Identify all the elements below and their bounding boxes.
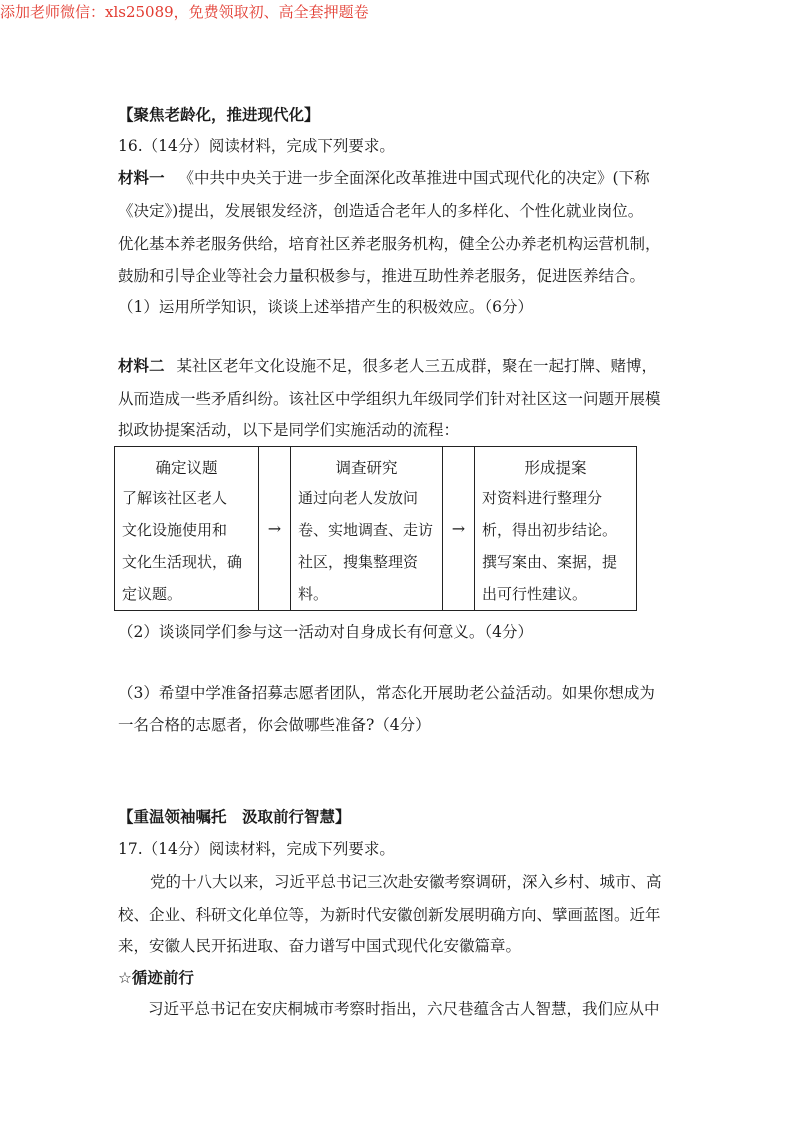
flow-step-line: 文化生活现状，确 — [122, 553, 243, 571]
subquestion-3-line2: 一名合格的志愿者，你会做哪些准备?（4分） — [118, 716, 431, 734]
material1-text: 《中共中央关于进一步全面深化改革推进中国式现代化的决定》(下称 — [178, 169, 650, 187]
material2-line2: 从而造成一些矛盾纠纷。该社区中学组织九年级同学们针对社区这一问题开展模 — [118, 390, 661, 408]
subquestion-3-line1: （3）希望中学准备招募志愿者团队，常态化开展助老公益活动。如果你想成为 — [118, 684, 655, 702]
flow-step-determine-topic — [115, 447, 259, 611]
flow-step-proposal — [475, 447, 637, 611]
activity-flow-table — [114, 446, 637, 611]
flow-arrow-icon: → — [259, 447, 291, 611]
intro-line1: 党的十八大以来，习近平总书记三次赴安徽考察调研，深入乡村、城市、高 — [150, 873, 662, 891]
flow-step-title: 确定议题 — [155, 459, 218, 477]
flow-step-line: 通过向老人发放问 — [298, 489, 419, 507]
flow-step-line: 了解该社区老人 — [122, 489, 228, 507]
intro-line2: 校、企业、科研文化单位等，为新时代安徽创新发展明确方向、擘画蓝图。近年 — [118, 906, 661, 924]
material1-line4: 鼓励和引导企业等社会力量积极参与，推进互助性养老服务，促进医养结合。 — [118, 267, 646, 285]
subheading-follow-path: ☆循迹前行 — [118, 969, 194, 987]
material2-label: 材料二 — [118, 357, 165, 375]
flow-step-research — [291, 447, 443, 611]
flow-step-line: 社区，搜集整理资 — [298, 553, 419, 571]
flow-step-line: 文化设施使用和 — [122, 521, 228, 539]
subquestion-1: （1）运用所学知识，谈谈上述举措产生的积极效应。（6分） — [118, 298, 533, 316]
flow-step-title: 调查研究 — [335, 459, 398, 477]
material1-line1 — [118, 166, 688, 188]
flow-arrow-icon: → — [443, 447, 475, 611]
flow-step-line: 撰写案由、案据，提 — [482, 553, 618, 571]
material2-text: 某社区老年文化设施不足，很多老人三五成群，聚在一起打牌、赌博， — [176, 357, 658, 375]
watermark-text: 添加老师微信：xls25089，免费领取初、高全套押题卷 — [0, 3, 369, 21]
flow-step-line: 料。 — [298, 585, 329, 603]
q17-prompt: 17.（14分）阅读材料，完成下列要求。 — [118, 840, 395, 858]
material1-line2: 《决定》)提出，发展银发经济，创造适合老年人的多样化、个性化就业岗位。 — [118, 202, 644, 220]
flow-step-title: 形成提案 — [524, 459, 587, 477]
material2-line1 — [118, 354, 688, 376]
flow-step-line: 卷、实地调查、走访 — [298, 521, 434, 539]
flow-step-line: 定议题。 — [122, 585, 183, 603]
q16-prompt: 16.（14分）阅读材料，完成下列要求。 — [118, 137, 395, 155]
material2-line3: 拟政协提案活动，以下是同学们实施活动的流程： — [118, 421, 460, 439]
intro-line3: 来，安徽人民开拓进取、奋力谱写中国式现代化安徽篇章。 — [118, 937, 522, 955]
material1-line3: 优化基本养老服务供给，培育社区养老服务机构，健全公办养老机构运营机制， — [118, 235, 661, 253]
subquestion-2: （2）谈谈同学们参与这一活动对自身成长有何意义。（4分） — [118, 623, 533, 641]
section2-heading: 【重温领袖嘱托 汲取前行智慧】 — [118, 808, 351, 826]
flow-step-line: 对资料进行整理分 — [482, 489, 603, 507]
flow-step-line: 析，得出初步结论。 — [482, 521, 618, 539]
flow-step-line: 出可行性建议。 — [482, 585, 588, 603]
section1-heading: 【聚焦老龄化，推进现代化】 — [118, 106, 320, 124]
last-line: 习近平总书记在安庆桐城市考察时指出，六尺巷蕴含古人智慧，我们应从中 — [148, 1000, 660, 1018]
material1-label: 材料一 — [118, 169, 165, 187]
